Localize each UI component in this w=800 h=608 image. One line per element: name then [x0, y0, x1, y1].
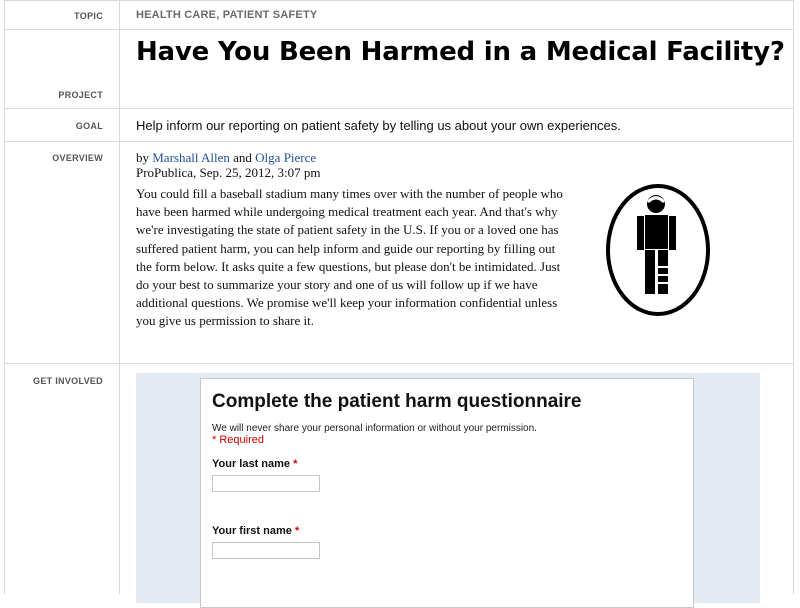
- required-note: * Required: [212, 434, 264, 446]
- last-name-field-group: [212, 458, 682, 492]
- byline-conjunction: and: [233, 150, 252, 165]
- form-title: Complete the patient harm questionnaire: [212, 391, 582, 412]
- first-name-label-text: Your first name: [212, 525, 292, 537]
- first-name-field-group: [212, 525, 682, 559]
- last-name-label: [212, 458, 682, 470]
- goal-row: [5, 109, 793, 142]
- topic-label: TOPIC: [5, 1, 120, 29]
- topic-row: [5, 0, 793, 30]
- required-mark: *: [293, 458, 298, 470]
- first-name-label: [212, 525, 682, 537]
- required-mark: *: [294, 525, 300, 537]
- project-label: PROJECT: [5, 30, 120, 108]
- last-name-input[interactable]: [212, 475, 320, 492]
- topic-value: HEALTH CARE, PATIENT SAFETY: [136, 9, 318, 21]
- byline: [136, 150, 793, 165]
- article-layout: [4, 0, 794, 594]
- get-involved-label: GET INVOLVED: [5, 364, 120, 594]
- overview-body: You could fill a baseball stadium many times over with the number of people who have been harmed while undergoing medical treatment each year. And that's why we're investigating the state of patient safety in the U.S. If you or a loved one has suffered patient harm, you can help inform and guide our reporting by filling out the form below. It asks quite a few questions, but please don't be intimidated. Just do your best to summarize your story and one of us will follow up if we have additional questions. We promise we'll keep your information confidential unless you give us permission to share it.: [136, 186, 563, 329]
- get-involved-row: [5, 364, 793, 594]
- last-name-label-text: Your last name: [212, 458, 291, 470]
- dateline: ProPublica, Sep. 25, 2012, 3:07 pm: [136, 165, 321, 180]
- overview-row: [5, 142, 793, 364]
- goal-text: Help inform our reporting on patient safety by telling us about your own experiences.: [136, 118, 621, 133]
- form-embed-background: [136, 373, 760, 603]
- author-link-olga-pierce[interactable]: Olga Pierce: [255, 150, 317, 165]
- author-link-marshall-allen[interactable]: Marshall Allen: [152, 150, 230, 165]
- form-description: We will never share your personal information or without your permission.: [212, 423, 537, 434]
- overview-label: OVERVIEW: [5, 142, 120, 363]
- page-title: Have You Been Harmed in a Medical Facility?: [136, 37, 785, 67]
- byline-prefix: by: [136, 150, 149, 165]
- questionnaire-form: [200, 378, 694, 608]
- project-row: [5, 30, 793, 109]
- injured-person-icon: [604, 182, 712, 318]
- goal-label: GOAL: [5, 109, 120, 141]
